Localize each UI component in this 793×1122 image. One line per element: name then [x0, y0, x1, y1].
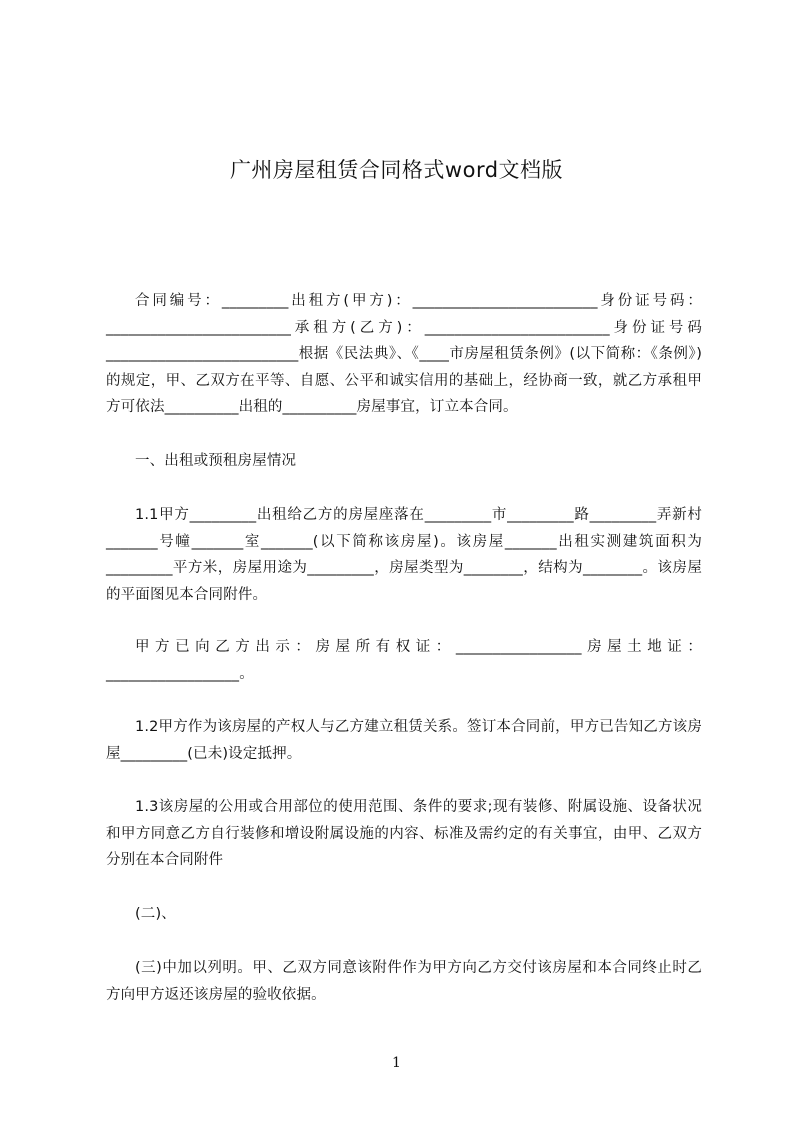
paragraph-item-3: (三)中加以列明。甲、乙双方同意该附件作为甲方向乙方交付该房屋和本合同终止时乙方向甲方返还该房屋的验收依据。 [106, 960, 702, 1003]
paragraph-1-3: 1.3该房屋的公用或合用部位的使用范围、条件的要求;现有装修、附属设施、设备状况和甲方同意乙方自行装修和增设附属设施的内容、标准及需约定的有关事宜，由甲、乙双方分别在本合同附件 [106, 799, 702, 868]
paragraph-certificates: 甲方已向乙方出示：房屋所有权证：_________________房屋土地证：__________________。 [106, 639, 702, 682]
section-heading-1: 一、出租或预租房屋情况 [135, 453, 297, 469]
paragraph-contract-header: 合同编号：_________出租方(甲方)：_________________________身份证号码：_________________________承租方(乙方)：_________________________身份证号码__________________________根据《民法典》、《____市房屋租赁条例》(以下简称：《条例》)的规定，甲、乙双方在平等、自愿、公平和诚实信用的基础上，经协商一致，就乙方承租甲方可依法__________出租的__________房屋事宜，订立本合同。 [106, 293, 702, 415]
paragraph-item-2: (二)、 [135, 906, 176, 922]
page-number: 1 [392, 1055, 401, 1071]
document-title: 广州房屋租赁合同格式word文档版 [229, 158, 564, 183]
paragraph-1-2: 1.2甲方作为该房屋的产权人与乙方建立租赁关系。签订本合同前，甲方已告知乙方该房屋_________(已未)设定抵押。 [106, 719, 702, 762]
paragraph-1-1: 1.1甲方_________出租给乙方的房屋座落在_________市_________路_________弄新村_______号幢_______室_______(以下简称该房屋)。该房屋_______出租实测建筑面积为_________平方米，房屋用途为_________，房屋类型为________，结构为________。该房屋的平面图见本合同附件。 [106, 507, 702, 603]
